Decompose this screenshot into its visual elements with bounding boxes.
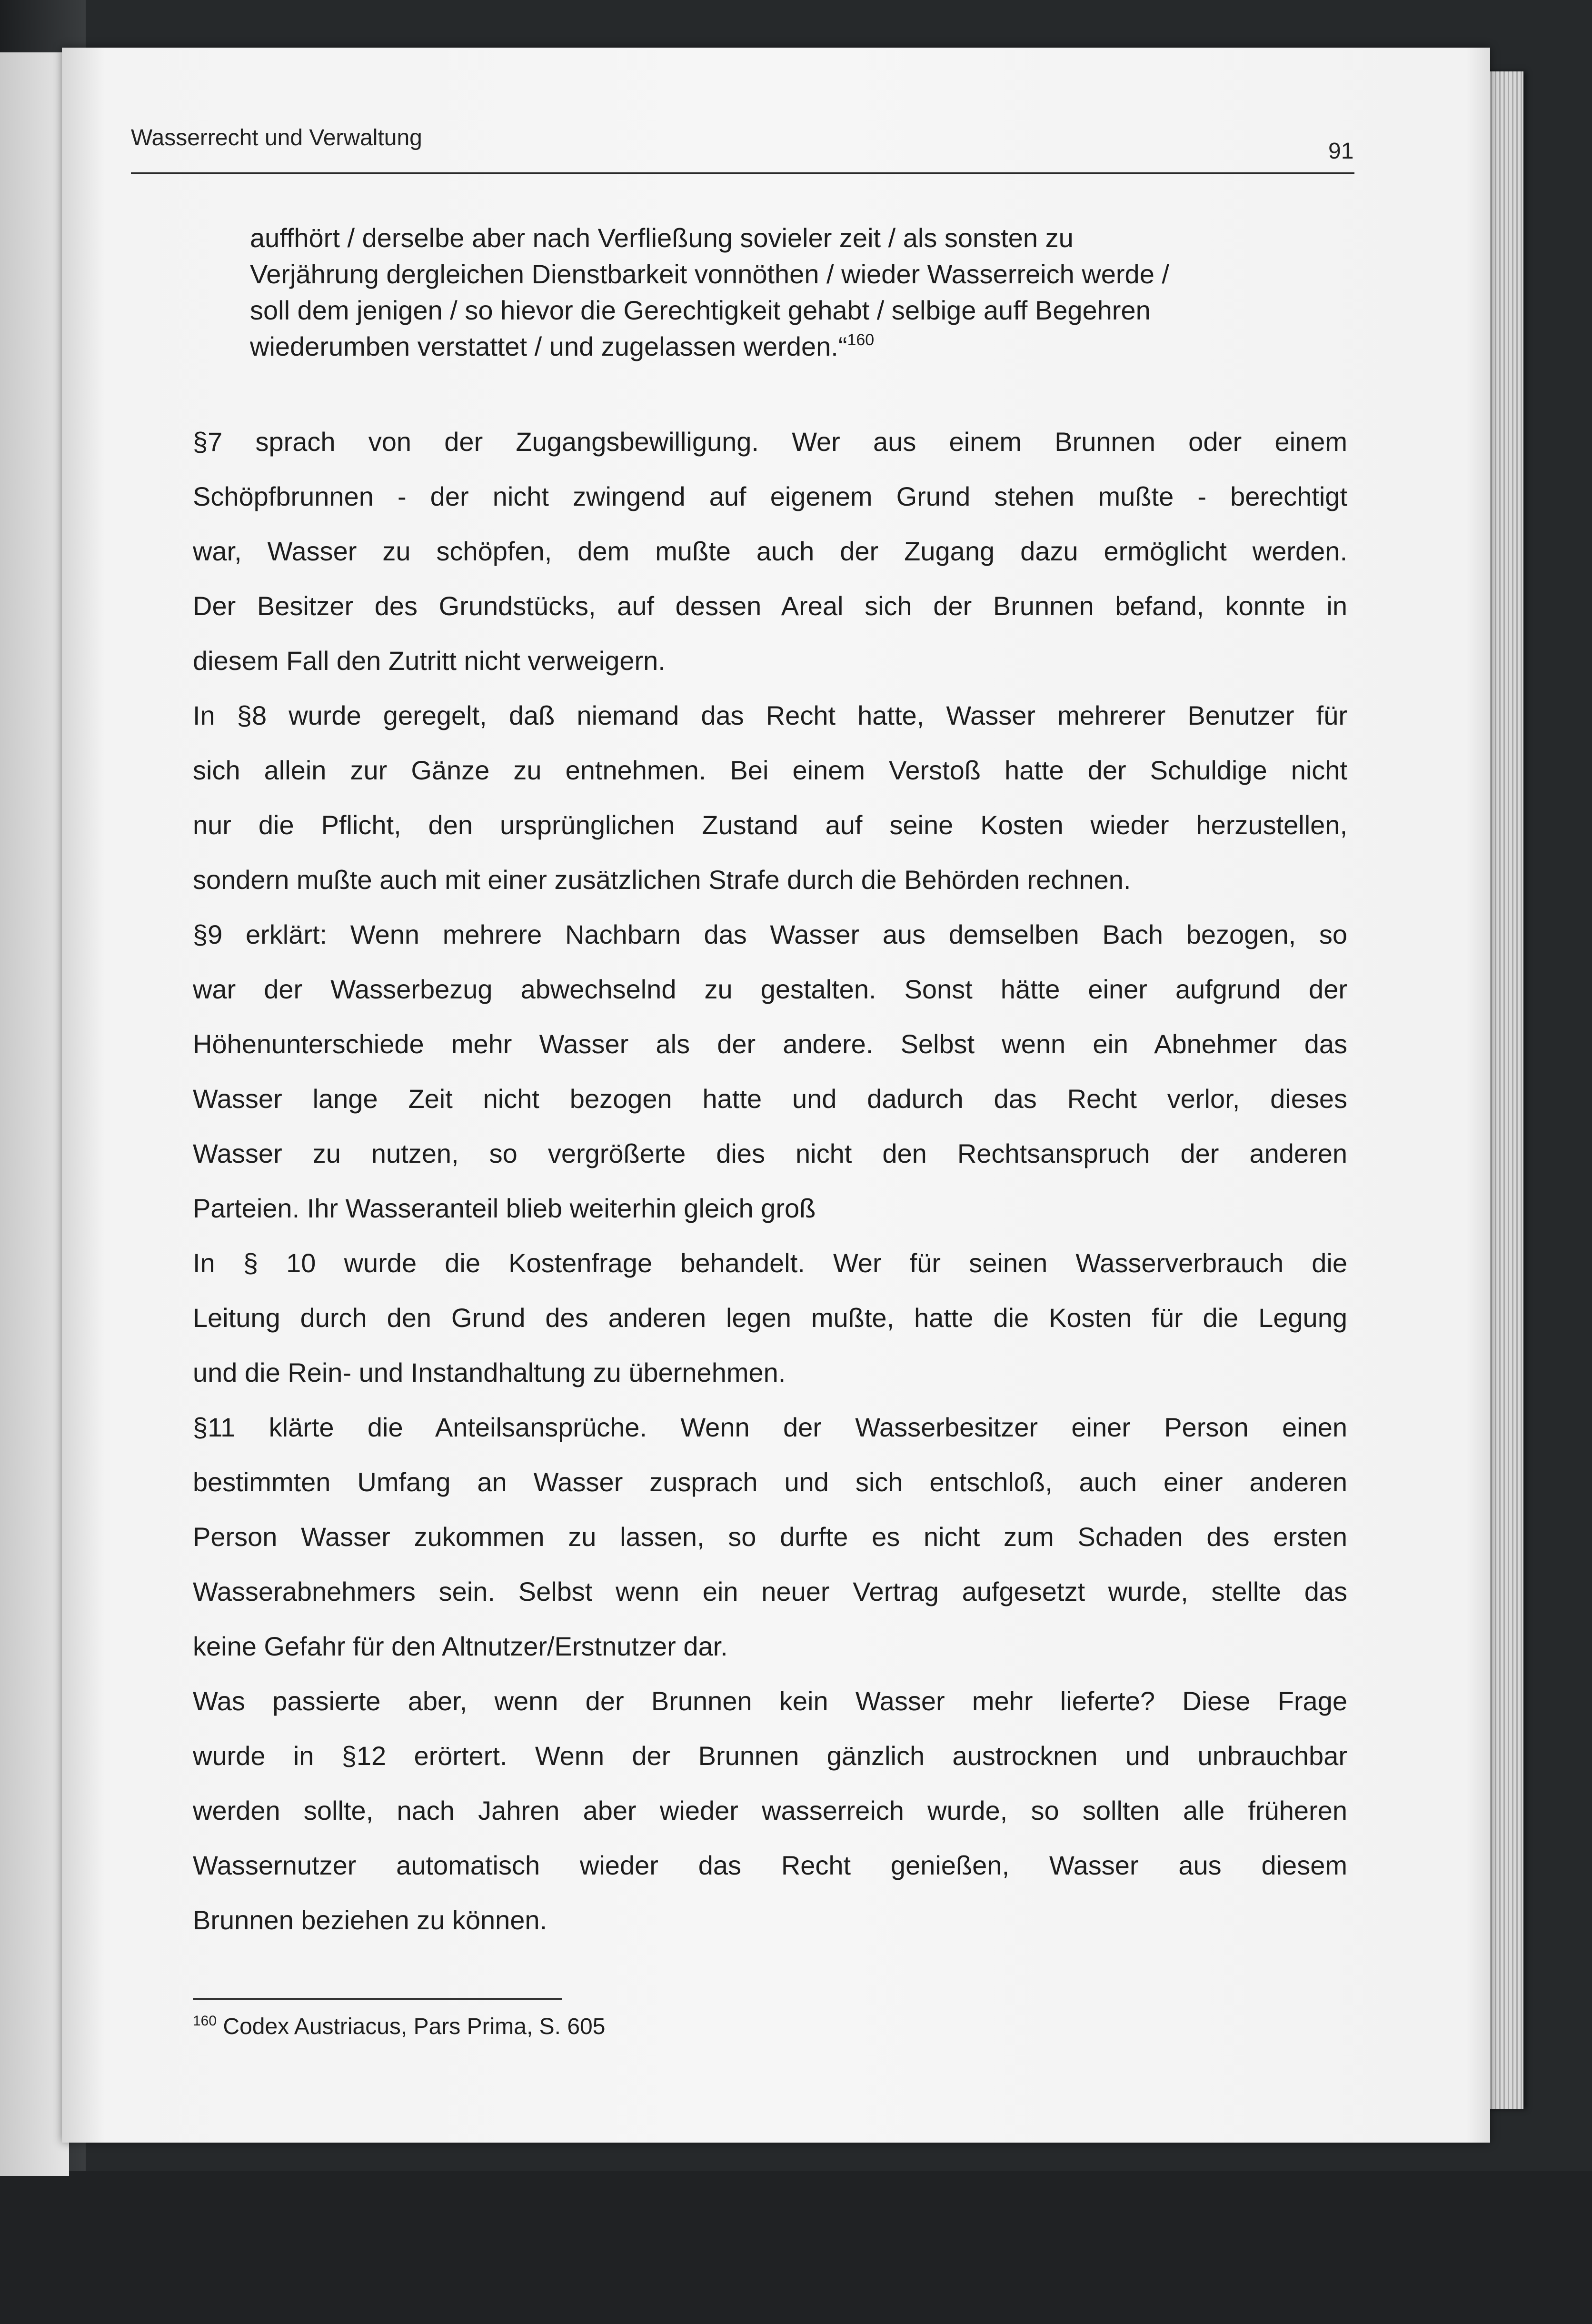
body-line: bestimmten Umfang an Wasser zusprach und sich entschloß, auch einer anderen (193, 1467, 1347, 1497)
quote-line: Verjährung dergleichen Dienstbarkeit vonnöthen / wieder Wasserreich werde / (250, 259, 1169, 289)
body-line: wurde in §12 erörtert. Wenn der Brunnen gänzlich austrocknen und unbrauchbar (193, 1741, 1347, 1771)
body-line: §11 klärte die Anteilsansprüche. Wenn der Wasserbesitzer einer Person einen (193, 1412, 1347, 1442)
quote-line: soll dem jenigen / so hievor die Gerechtigkeit gehabt / selbige auff Begehren (250, 295, 1151, 325)
footnote-text: Codex Austriacus, Pars Prima, S. 605 (223, 2014, 606, 2039)
footnote-reference: 160 (847, 331, 875, 349)
body-line: Person Wasser zukommen zu lassen, so durfte es nicht zum Schaden des ersten (193, 1522, 1347, 1552)
footnote-number: 160 (193, 2013, 217, 2029)
body-line: Wasser lange Zeit nicht bezogen hatte und dadurch das Recht verlor, dieses (193, 1084, 1347, 1114)
running-head (131, 125, 1354, 174)
scan-backdrop-bottom (0, 2171, 1592, 2324)
body-line: Wassernutzer automatisch wieder das Recht genießen, Wasser aus diesem (193, 1850, 1347, 1880)
body-line: sondern mußte auch mit einer zusätzlichen Strafe durch die Behörden rechnen. (193, 865, 1131, 895)
body-line: Wasser zu nutzen, so vergrößerte dies nicht den Rechtsanspruch der anderen (193, 1138, 1347, 1168)
quote-line: auffhört / derselbe aber nach Verfließung sovieler zeit / als sonsten zu (250, 223, 1074, 253)
footnote (193, 2014, 605, 2040)
page-number: 91 (1328, 139, 1354, 164)
body-line: Wasserabnehmers sein. Selbst wenn ein neuer Vertrag aufgesetzt wurde, stellte das (193, 1576, 1347, 1606)
body-line: war, Wasser zu schöpfen, dem mußte auch der Zugang dazu ermöglicht werden. (193, 536, 1347, 566)
running-title: Wasserrecht und Verwaltung (131, 125, 422, 150)
body-line: sich allein zur Gänze zu entnehmen. Bei einem Verstoß hatte der Schuldige nicht (193, 755, 1347, 785)
body-line: nur die Pflicht, den ursprünglichen Zustand auf seine Kosten wieder herzustellen, (193, 810, 1347, 840)
footnote-divider (193, 1998, 562, 2000)
body-line: Parteien. Ihr Wasseranteil blieb weiterhin gleich groß (193, 1193, 816, 1223)
body-line: In § 10 wurde die Kostenfrage behandelt. Wer für seinen Wasserverbrauch die (193, 1248, 1347, 1278)
body-line: Leitung durch den Grund des anderen legen mußte, hatte die Kosten für die Legung (193, 1303, 1347, 1333)
body-line: Schöpfbrunnen - der nicht zwingend auf eigenem Grund stehen mußte - berechtigt (193, 481, 1347, 511)
body-line: Was passierte aber, wenn der Brunnen kein Wasser mehr lieferte? Diese Frage (193, 1686, 1347, 1716)
body-line: werden sollte, nach Jahren aber wieder wasserreich wurde, so sollten alle früheren (193, 1795, 1347, 1825)
body-line: keine Gefahr für den Altnutzer/Erstnutzer dar. (193, 1631, 728, 1661)
facing-page-edge (0, 52, 69, 2176)
body-line: war der Wasserbezug abwechselnd zu gestalten. Sonst hätte einer aufgrund der (193, 974, 1347, 1004)
body-line: §7 sprach von der Zugangsbewilligung. Wer aus einem Brunnen oder einem (193, 427, 1347, 457)
body-line: Höhenunterschiede mehr Wasser als der andere. Selbst wenn ein Abnehmer das (193, 1029, 1347, 1059)
body-line: diesem Fall den Zutritt nicht verweigern. (193, 646, 666, 676)
body-line: Der Besitzer des Grundstücks, auf dessen Areal sich der Brunnen befand, konnte in (193, 591, 1347, 621)
body-line: Brunnen beziehen zu können. (193, 1905, 547, 1935)
body-line: In §8 wurde geregelt, daß niemand das Recht hatte, Wasser mehrerer Benutzer für (193, 700, 1347, 730)
quote-line-last (250, 332, 874, 361)
body-line: und die Rein- und Instandhaltung zu übernehmen. (193, 1357, 786, 1387)
body-line: §9 erklärt: Wenn mehrere Nachbarn das Wasser aus demselben Bach bezogen, so (193, 919, 1347, 949)
quote-text: wiederumben verstattet / und zugelassen werden.“ (250, 331, 847, 361)
